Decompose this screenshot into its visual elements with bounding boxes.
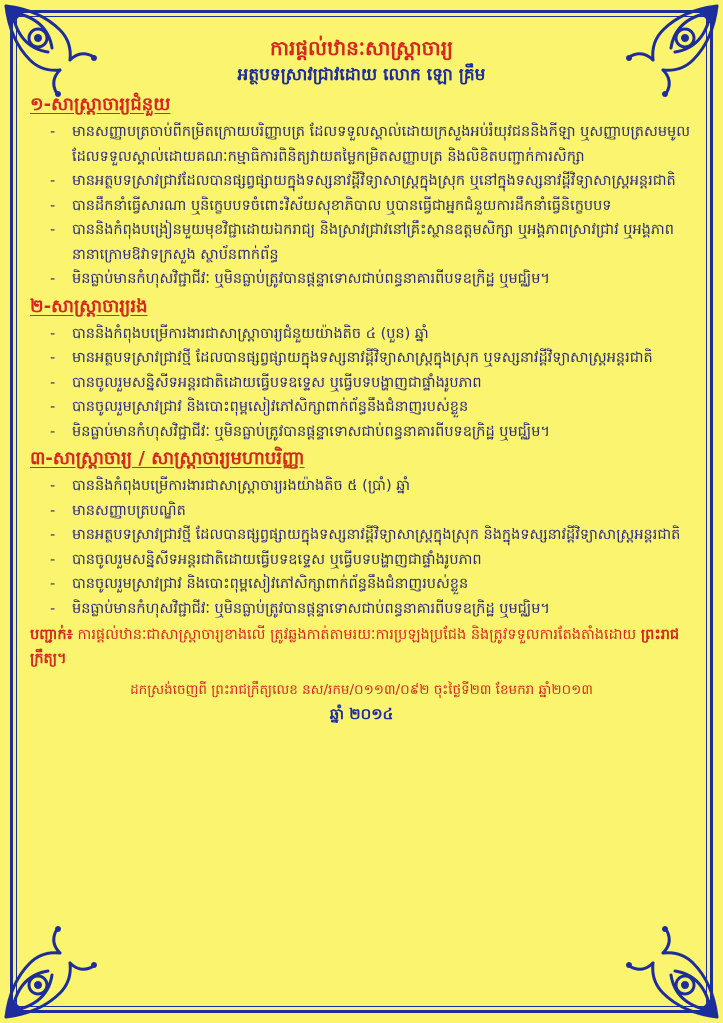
note-paragraph bbox=[30, 623, 693, 671]
list-item: - មានអត្ថបទស្រាវជ្រាវថ្មី ដែលបានផ្សព្វផ្សាយក្នុងទស្សនាវដ្ដីវិទ្យាសាស្ត្រក្នុងស្រុក និងក្នុងទស្សនាវដ្ដីវិទ្យាសាស្ត្រអន្តរជាតិ bbox=[50, 523, 693, 548]
note-label: បញ្ជាក់៖ bbox=[30, 627, 73, 643]
page-title: ការផ្ដល់ឋានៈសាស្ត្រាចារ្យ bbox=[269, 36, 454, 60]
list-item: - បានចូលរួមស្រាវជ្រាវ និងបោះពុម្ពសៀវភៅសិក្សាពាក់ព័ន្ធនឹងជំនាញរបស់ខ្លួន bbox=[50, 572, 693, 597]
list-item: - មានអត្ថបទស្រាវជ្រាវដែលបានផ្សព្វផ្សាយក្នុងទស្សនាវដ្ដីវិទ្យាសាស្ត្រក្នុងស្រុក ឬនៅក្នុងទស្សនាវដ្ដីវិទ្យាសាស្ត្រអន្តរជាតិ bbox=[50, 169, 693, 194]
list-item: - មានអត្ថបទស្រាវជ្រាវថ្មី ដែលបានផ្សព្វផ្សាយក្នុងទស្សនាវដ្ដីវិទ្យាសាស្ត្រក្នុងស្រុក ឬទស្សនាវដ្ដីវិទ្យាសាស្ត្រអន្តរជាតិ bbox=[50, 346, 693, 371]
list-item: - មានសញ្ញាបត្របណ្ឌិត bbox=[50, 499, 693, 524]
section-title: ៣-សាស្ត្រាចារ្យ / សាស្ត្រាចារ្យមហាបរិញ្ញា bbox=[30, 448, 305, 469]
list-item: - បាននិងកំពុងបម្រើការងារជាសាស្ត្រាចារ្យរងយ៉ាងតិច ៥ (ប្រាំ) ឆ្នាំ bbox=[50, 474, 693, 499]
list-item: - បាននិងកំពុងបម្រើការងារជាសាស្ត្រាចារ្យជំនួយយ៉ាងតិច ៤ (បួន) ឆ្នាំ bbox=[50, 322, 693, 347]
list-item: - បានចូលរួមសន្និសីទអន្តរជាតិដោយធ្វើបទឧទ្ទេស ឬធ្វើបទបង្ហាញជាផ្ទាំងរូបភាព bbox=[50, 548, 693, 573]
list-item: - បាននិងកំពុងបង្រៀនមួយមុខវិជ្ជាដោយឯករាជ្យ និងស្រាវជ្រាវនៅគ្រឹះស្ថានឧត្តមសិក្សា ឬអង្គភាពស្រាវជ្រាវ ឬអង្គភាពនានាក្រោមឱវាទក្រសួង ស្ថាប័នពាក់ព័ន្ធ bbox=[50, 218, 693, 267]
section-professor bbox=[30, 446, 693, 621]
criteria-list bbox=[30, 474, 693, 621]
criteria-list bbox=[30, 322, 693, 445]
list-item: - មិនធ្លាប់មានកំហុសវិជ្ជាជីវៈ ឬមិនធ្លាប់ត្រូវបានផ្ដន្ទាទោសជាប់ពន្ធនាគារពីបទឧក្រិដ្ឋ ឬមជ្ឈិម។ bbox=[50, 267, 693, 292]
section-assistant-professor bbox=[30, 92, 693, 292]
section-associate-professor bbox=[30, 294, 693, 445]
document-body bbox=[30, 34, 693, 725]
criteria-list bbox=[30, 120, 693, 292]
section-title: ១-សាស្ត្រាចារ្យជំនួយ bbox=[30, 94, 171, 115]
page-subtitle: អត្ថបទស្រាវជ្រាវដោយ លោក ឡោ គ្រឹម bbox=[237, 65, 486, 85]
list-item: - មិនធ្លាប់មានកំហុសវិជ្ជាជីវៈ ឬមិនធ្លាប់ត្រូវបានផ្ដន្ទាទោសជាប់ពន្ធនាគារពីបទឧក្រិដ្ឋ ឬមជ្ឈិម។ bbox=[50, 420, 693, 445]
list-item: - បានចូលរួមសន្និសីទអន្តរជាតិដោយធ្វើបទឧទ្ទេស ឬធ្វើបទបង្ហាញជាផ្ទាំងរូបភាព bbox=[50, 371, 693, 396]
note-emphasis: ព្រះរាជក្រឹត្យ។ bbox=[30, 627, 680, 667]
document-year: ឆ្នាំ ២០១៤ bbox=[329, 705, 394, 723]
list-item: - មានសញ្ញាបត្រចាប់ពីកម្រិតក្រោយបរិញ្ញាបត្រ ដែលទទួលស្គាល់ដោយក្រសួងអប់រំយុវជននិងកីឡា ឬសញ្ញាបត្រសមមូល ដែលទទួលស្គាល់ដោយគណៈកម្មាធិការពិនិត្យវាយតម្លៃកម្រិតសញ្ញាបត្រ និងលិខិតបញ្ជាក់ការសិក្សា bbox=[50, 120, 693, 169]
corner-ornament-icon bbox=[0, 903, 120, 1023]
section-title: ២-សាស្ត្រាចារ្យរង bbox=[30, 295, 148, 317]
list-item: - បានចូលរួមស្រាវជ្រាវ និងបោះពុម្ពសៀវភៅសិក្សាពាក់ព័ន្ធនឹងជំនាញរបស់ខ្លួន bbox=[50, 395, 693, 420]
corner-ornament-icon bbox=[603, 903, 723, 1023]
note-text: ការផ្ដល់ឋានៈជាសាស្ត្រាចារ្យខាងលើ ត្រូវឆ្លងកាត់តាមរយៈការប្រឡងប្រជែង និងត្រូវទទួលការតែងតាំងដោយ bbox=[72, 627, 641, 643]
source-citation: ដកស្រង់ចេញពី ព្រះរាជក្រឹត្យលេខ នស/រកម/០១១៣/០៩២ ចុះថ្ងៃទី២៣ ខែមករា ឆ្នាំ២០១៣ bbox=[130, 682, 593, 698]
list-item: - មិនធ្លាប់មានកំហុសវិជ្ជាជីវៈ ឬមិនធ្លាប់ត្រូវបានផ្ដន្ទាទោសជាប់ពន្ធនាគារពីបទឧក្រិដ្ឋ ឬមជ្ឈិម។ bbox=[50, 597, 693, 622]
list-item: - បានដឹកនាំធ្វើសារណា ឬនិក្ខេបបទចំពោះវិស័យសុខាភិបាល ឬបានធ្វើជាអ្នកជំនួយការដឹកនាំធ្វើនិក្ខេបបទ bbox=[50, 194, 693, 219]
